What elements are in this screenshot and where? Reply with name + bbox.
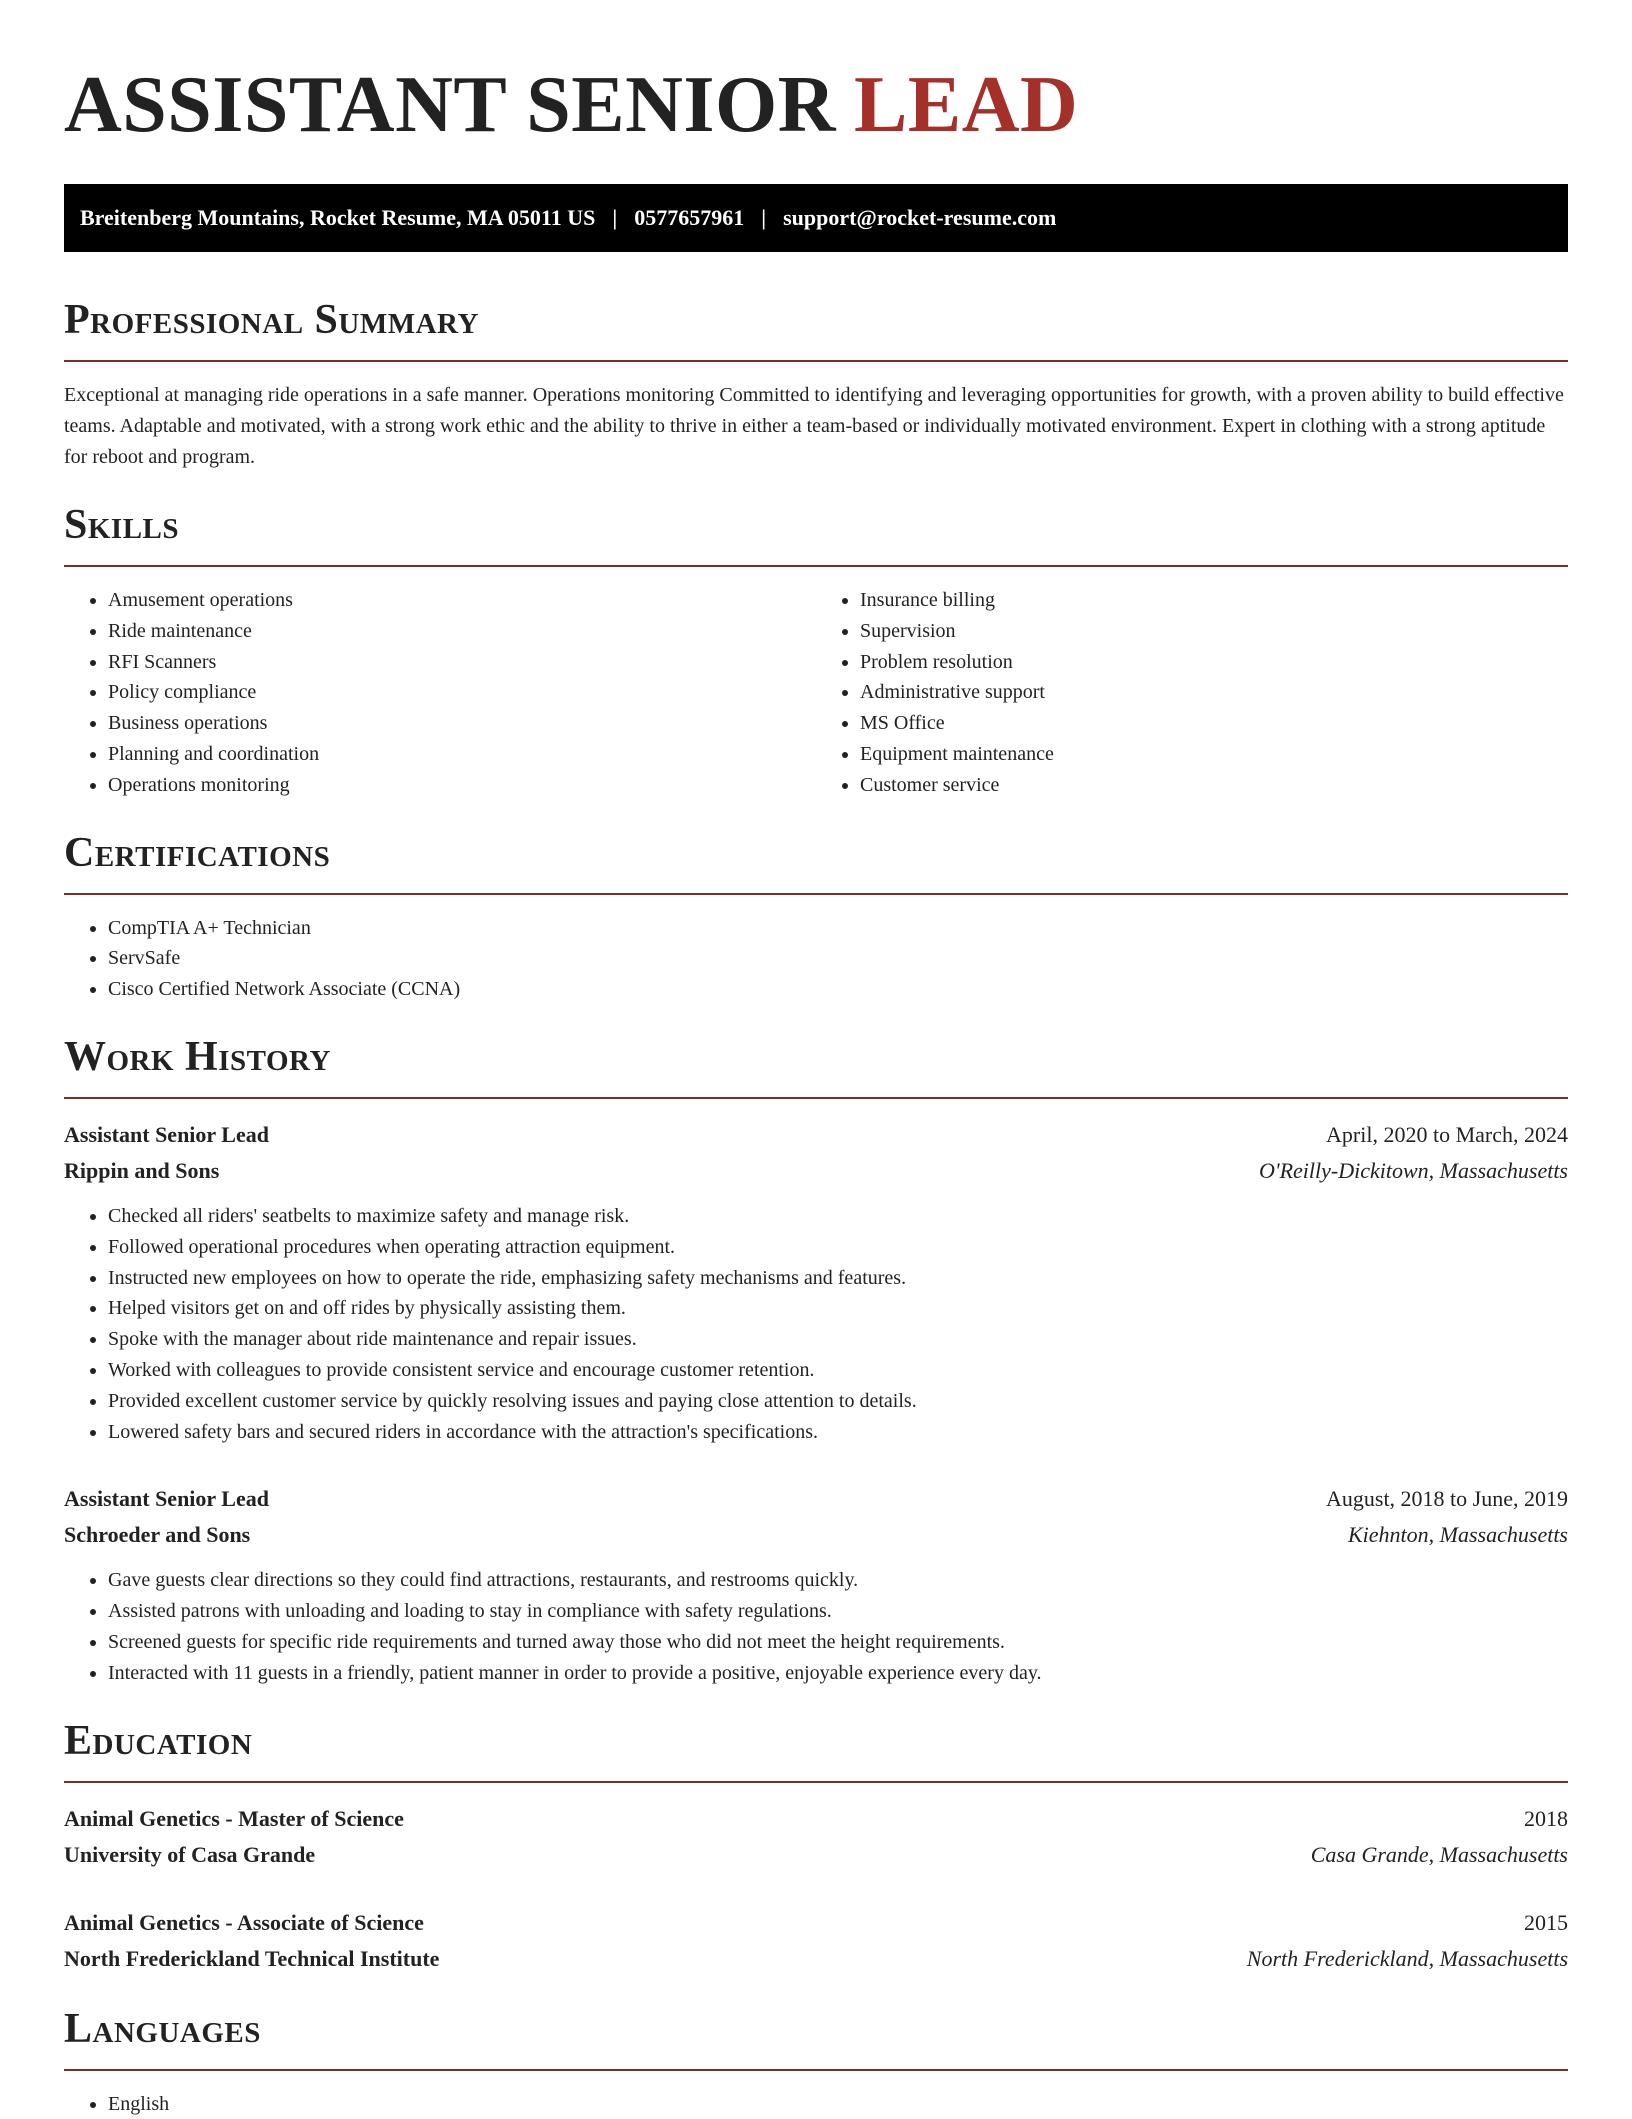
job-bullet: • Helped visitors get on and off rides by physically assisting them. <box>108 1293 1568 1324</box>
job-bullet: • Screened guests for specific ride requirements and turned away those who did not meet the height requirements. <box>108 1627 1568 1658</box>
job-company-row <box>64 1153 1568 1189</box>
education-year: 2015 <box>1524 1909 1568 1935</box>
languages-list <box>64 2089 1568 2119</box>
skill-item: • Supervision <box>860 616 1568 647</box>
section-rule <box>64 360 1568 362</box>
job-header-row <box>64 1117 1568 1153</box>
certifications-section <box>64 829 1568 1005</box>
job-location: Kiehnton, Massachusetts <box>1348 1522 1568 1548</box>
education-school-row <box>64 1837 1568 1873</box>
section-rule <box>64 2069 1568 2071</box>
job-bullet: • Assisted patrons with unloading and loading to stay in compliance with safety regulations. <box>108 1596 1568 1627</box>
skills-columns <box>64 585 1568 801</box>
education-school: University of Casa Grande <box>64 1841 316 1867</box>
job-company-row <box>64 1517 1568 1553</box>
certification-item: • Cisco Certified Network Associate (CCNA) <box>108 974 1568 1005</box>
education-school: North Frederickland Technical Institute <box>64 1945 440 1971</box>
job-bullet: • Checked all riders' seatbelts to maximize safety and manage risk. <box>108 1201 1568 1232</box>
languages-section <box>64 2005 1568 2119</box>
skill-item: • Policy compliance <box>108 677 816 708</box>
job-dates: August, 2018 to June, 2019 <box>1326 1486 1568 1512</box>
language-item: • English <box>108 2089 1568 2119</box>
job-bullet: • Interacted with 11 guests in a friendly, patient manner in order to provide a positive, enjoyable experience every day. <box>108 1658 1568 1689</box>
summary-section <box>64 296 1568 473</box>
work-history-section <box>64 1033 1568 1689</box>
education-entry <box>64 1801 1568 1873</box>
job-dates: April, 2020 to March, 2024 <box>1326 1121 1568 1147</box>
summary-text: Exceptional at managing ride operations in a safe manner. Operations monitoring Committed to identifying and leveraging opportunities for growth, with a proven ability to build effective teams. Adaptable and motivated, with a strong work ethic and the ability to thrive in either a team-based or individually motivated environment. Expert in clothing with a strong aptitude for reboot and program. <box>64 384 1564 468</box>
certifications-list <box>64 913 1568 1005</box>
name-last: LEAD <box>854 61 1079 149</box>
job-title: Assistant Senior Lead <box>64 1486 269 1512</box>
name-first: ASSISTANT SENIOR <box>64 61 837 149</box>
section-title-summary: Professional Summary <box>64 297 479 343</box>
job-bullets <box>64 1201 1568 1447</box>
education-school-row <box>64 1941 1568 1977</box>
education-header-row <box>64 1905 1568 1941</box>
contact-phone: 0577657961 <box>634 205 745 230</box>
skill-item: • Amusement operations <box>108 585 816 616</box>
education-location: Casa Grande, Massachusetts <box>1310 1841 1568 1867</box>
section-title-work-history: Work History <box>64 1033 331 1080</box>
skill-item: • Planning and coordination <box>108 739 816 770</box>
skill-item: • Business operations <box>108 708 816 739</box>
education-section <box>64 1717 1568 1977</box>
skills-list-right <box>816 585 1568 801</box>
job-bullets <box>64 1565 1568 1688</box>
job-entry <box>64 1481 1568 1688</box>
certification-item: • CompTIA A+ Technician <box>108 913 1568 944</box>
education-location: North Frederickland, Massachusetts <box>1246 1945 1568 1971</box>
job-company: Rippin and Sons <box>64 1157 220 1183</box>
candidate-name <box>64 0 1568 150</box>
skill-item: • Customer service <box>860 770 1568 801</box>
section-title-languages: Languages <box>64 2005 261 2052</box>
education-degree: Animal Genetics - Associate of Science <box>64 1909 424 1935</box>
education-entry <box>64 1905 1568 1977</box>
skills-section <box>64 501 1568 801</box>
job-header-row <box>64 1481 1568 1517</box>
section-rule <box>64 565 1568 567</box>
skill-item: • Administrative support <box>860 677 1568 708</box>
job-bullet: • Spoke with the manager about ride maintenance and repair issues. <box>108 1324 1568 1355</box>
section-title-education: Education <box>64 1717 253 1764</box>
skill-item: • Insurance billing <box>860 585 1568 616</box>
contact-separator: | <box>761 205 767 230</box>
job-entry <box>64 1117 1568 1447</box>
skills-list-left <box>64 585 816 801</box>
skill-item: • Operations monitoring <box>108 770 816 801</box>
section-rule <box>64 1097 1568 1099</box>
contact-email: support@rocket-resume.com <box>783 205 1057 230</box>
education-year: 2018 <box>1524 1805 1568 1831</box>
skill-item: • Ride maintenance <box>108 616 816 647</box>
job-bullet: • Lowered safety bars and secured riders in accordance with the attraction's specifications. <box>108 1417 1568 1448</box>
section-rule <box>64 893 1568 895</box>
education-degree: Animal Genetics - Master of Science <box>64 1805 404 1831</box>
contact-separator: | <box>612 205 618 230</box>
contact-bar <box>64 184 1568 252</box>
certification-item: • ServSafe <box>108 943 1568 974</box>
job-bullet: • Followed operational procedures when operating attraction equipment. <box>108 1232 1568 1263</box>
section-rule <box>64 1781 1568 1783</box>
job-bullet: • Worked with colleagues to provide consistent service and encourage customer retention. <box>108 1355 1568 1386</box>
skill-item: • MS Office <box>860 708 1568 739</box>
section-title-skills: Skills <box>64 502 180 548</box>
job-bullet: • Provided excellent customer service by quickly resolving issues and paying close attention to details. <box>108 1386 1568 1417</box>
job-bullet: • Gave guests clear directions so they could find attractions, restaurants, and restrooms quickly. <box>108 1565 1568 1596</box>
contact-address: Breitenberg Mountains, Rocket Resume, MA 05011 US <box>80 205 596 230</box>
skill-item: • Equipment maintenance <box>860 739 1568 770</box>
skill-item: • Problem resolution <box>860 647 1568 678</box>
job-location: O'Reilly-Dickitown, Massachusetts <box>1259 1157 1568 1183</box>
education-header-row <box>64 1801 1568 1837</box>
job-bullet: • Instructed new employees on how to operate the ride, emphasizing safety mechanisms and features. <box>108 1263 1568 1294</box>
job-title: Assistant Senior Lead <box>64 1121 269 1147</box>
section-title-certifications: Certifications <box>64 829 331 876</box>
job-company: Schroeder and Sons <box>64 1522 251 1548</box>
skill-item: • RFI Scanners <box>108 647 816 678</box>
